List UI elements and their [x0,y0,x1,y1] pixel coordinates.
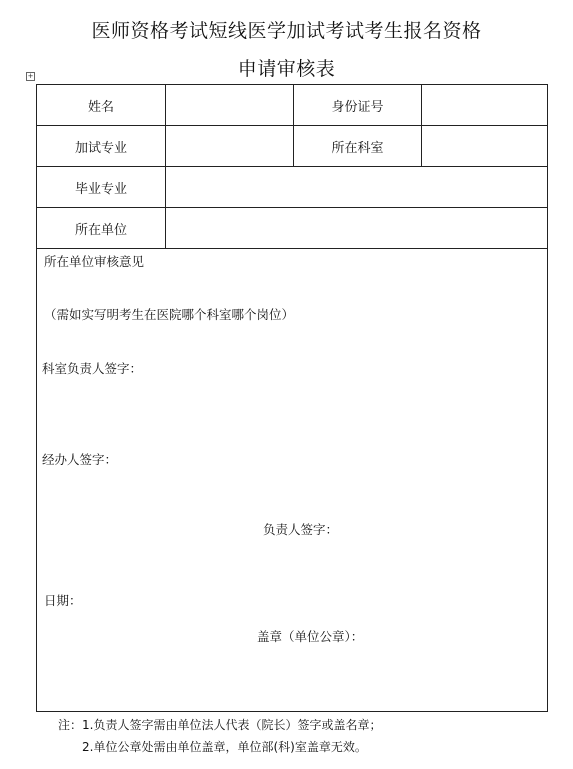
row-major [37,167,547,208]
handler-signature-label: 经办人签字： [42,452,118,467]
row-name-id [37,85,547,126]
exam-subject-label: 加试专业 [74,140,127,156]
name-label: 姓名 [87,99,114,115]
exam-subject-value-cell[interactable] [165,126,293,166]
note-line-2: 2.单位公章处需由单位盖章，单位部(科)室盖章无效。 [82,740,367,754]
unit-seal-label: 盖章（单位公章）： [257,629,364,644]
graduation-major-value-cell[interactable] [165,167,547,207]
note-line-1: 注：1.负责人签字需由单位法人代表（院长）签字或盖名章； [58,718,382,732]
leader-signature-label: 负责人签字： [263,522,339,537]
id-number-value-cell[interactable] [421,85,547,125]
application-form-table [36,84,548,712]
form-title-line1: 医师资格考试短线医学加试考试考生报名资格 [91,20,482,42]
row-unit [37,208,547,249]
id-number-label: 身份证号 [293,85,421,125]
opinion-section[interactable] [37,249,547,711]
date-label: 日期： [44,593,82,608]
work-unit-value-cell[interactable] [165,208,547,248]
graduation-major-label: 毕业专业 [74,181,127,197]
dept-head-signature-label: 科室负责人签字： [42,361,143,376]
department-label: 所在科室 [293,126,421,166]
opinion-heading: 所在单位审核意见 [44,254,145,269]
row-subject-dept [37,126,547,167]
department-value-cell[interactable] [421,126,547,166]
table-move-handle-icon[interactable]: + [27,72,34,80]
work-unit-label: 所在单位 [74,222,127,238]
form-title-line2: 申请审核表 [237,58,336,80]
name-value-cell[interactable] [165,85,293,125]
opinion-hint: （需如实写明考生在医院哪个科室哪个岗位） [44,307,295,322]
